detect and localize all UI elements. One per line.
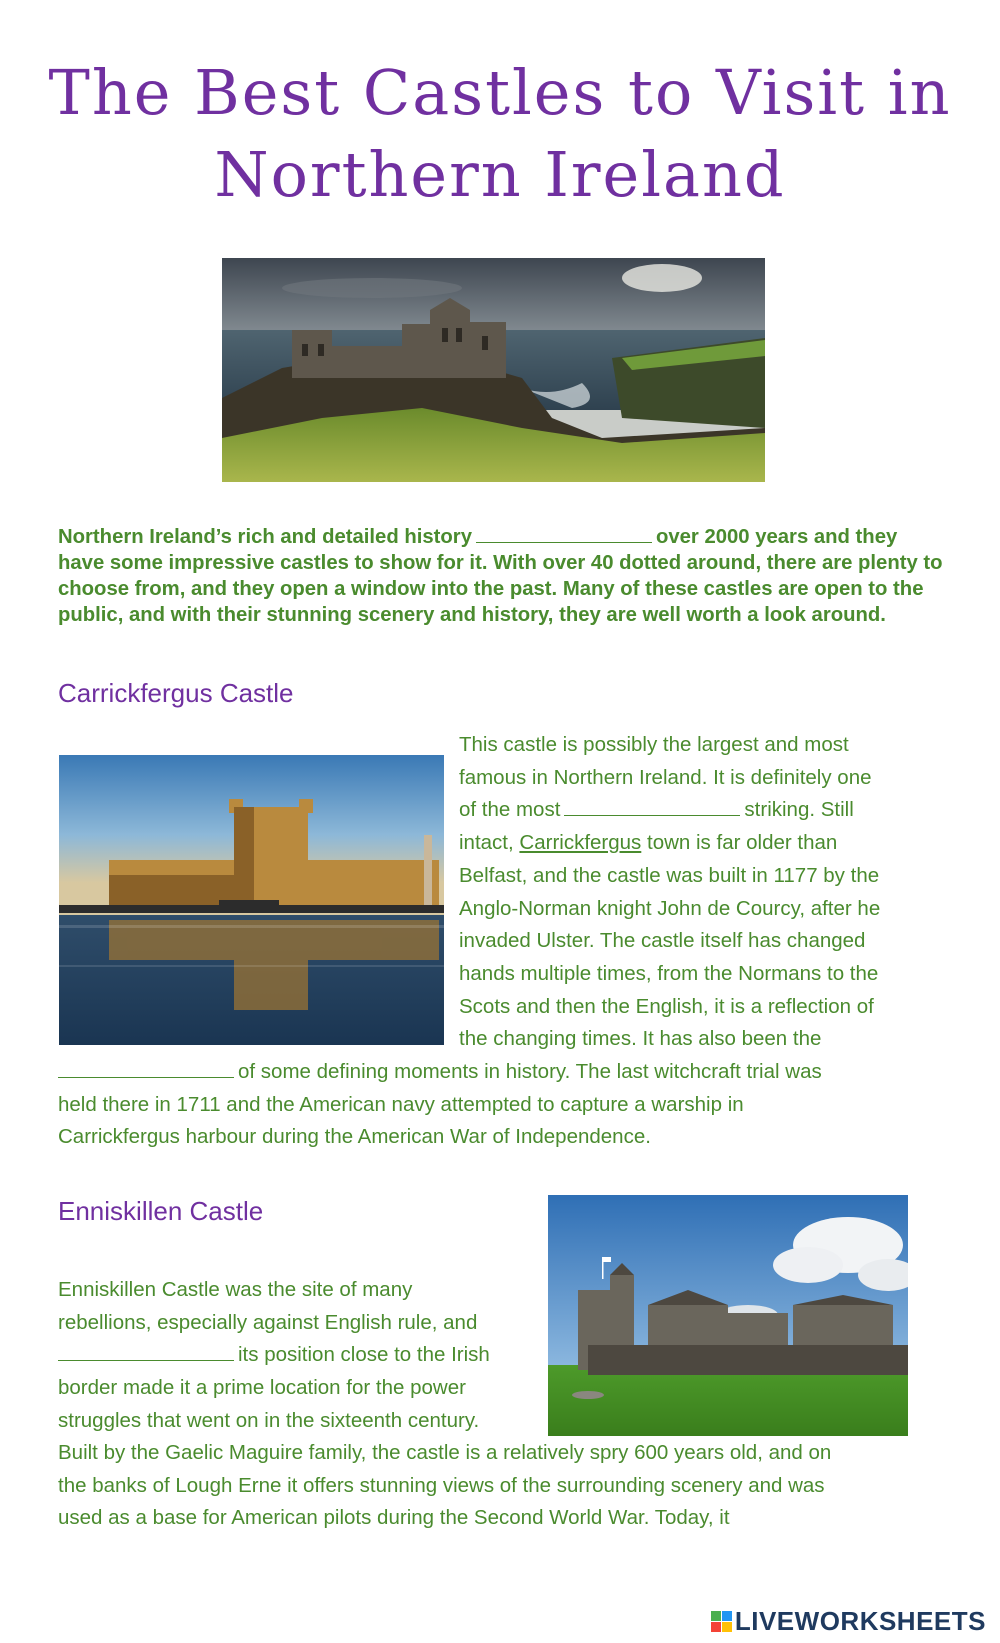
intro-text-part2: over 2000 years and they have some impressive castles to show for it. With over 40 dotted around, there are plenty to choose from, and they open a window into the past. Many of these castles are open to the public, and with their stunning scenery and history, they are well worth a look around.	[58, 526, 943, 626]
carrickfergus-line: hands multiple times, from the Normans to the	[459, 961, 879, 985]
dunluce-castle-photo	[222, 258, 765, 482]
carrickfergus-line: invaded Ulster. The castle itself has changed	[459, 929, 866, 953]
carrickfergus-line: Carrickfergus harbour during the American War of Independence.	[58, 1125, 651, 1149]
carrickfergus-text-bottom	[58, 1056, 958, 1154]
title-line-2: Northern Ireland	[214, 138, 786, 211]
section-heading-enniskillen: Enniskillen Castle	[58, 1196, 264, 1226]
intro-paragraph	[58, 524, 948, 628]
enniskillen-text-top	[58, 1274, 538, 1438]
enniskillen-line: Enniskillen Castle was the site of many	[58, 1278, 413, 1301]
intro-text-part1: Northern Ireland’s rich and detailed history	[58, 526, 472, 548]
carrickfergus-line: held there in 1711 and the American navy attempted to capture a warship in	[58, 1092, 744, 1116]
answer-blank-4[interactable]	[58, 1359, 234, 1361]
section-heading-carrickfergus: Carrickfergus Castle	[58, 678, 294, 708]
title-line-1: The Best Castles to Visit in	[48, 56, 952, 129]
liveworksheets-logo	[711, 1606, 986, 1637]
carrickfergus-line: Anglo-Norman knight John de Courcy, after he	[459, 896, 881, 920]
carrickfergus-castle-photo	[59, 755, 444, 1045]
enniskillen-line: rebellions, especially against English rule, and	[58, 1310, 478, 1334]
carrickfergus-text-top	[459, 729, 949, 1056]
carrickfergus-line: striking. Still	[744, 798, 854, 822]
answer-blank-2[interactable]	[564, 814, 740, 816]
carrickfergus-line: This castle is possibly the largest and most	[459, 733, 849, 756]
page-title	[40, 52, 960, 216]
enniskillen-line: the banks of Lough Erne it offers stunning views of the surrounding scenery and was	[58, 1473, 825, 1497]
enniskillen-line: border made it a prime location for the power	[58, 1376, 466, 1400]
enniskillen-line: its position close to the Irish	[238, 1343, 490, 1367]
enniskillen-line: used as a base for American pilots during the Second World War. Today, it	[58, 1506, 730, 1530]
enniskillen-line: struggles that went on in the sixteenth century.	[58, 1408, 480, 1432]
enniskillen-line: Built by the Gaelic Maguire family, the castle is a relatively spry 600 years old, and on	[58, 1441, 832, 1464]
carrickfergus-line: Scots and then the English, it is a reflection of	[459, 994, 874, 1018]
answer-blank-1[interactable]	[476, 541, 652, 543]
carrickfergus-line: the changing times. It has also been the	[459, 1027, 822, 1051]
liveworksheets-logo-text: LIVEWORKSHEETS	[734, 1606, 986, 1636]
answer-blank-3[interactable]	[58, 1076, 234, 1078]
carrickfergus-line: intact,	[459, 831, 514, 855]
carrickfergus-town-link: Carrickfergus	[519, 831, 642, 855]
enniskillen-text-bottom	[58, 1437, 958, 1535]
carrickfergus-line: of some defining moments in history. The last witchcraft trial was	[238, 1060, 822, 1083]
enniskillen-castle-photo	[548, 1195, 908, 1436]
carrickfergus-line: of the most	[459, 798, 561, 822]
carrickfergus-line: town is far older than	[647, 831, 838, 855]
carrickfergus-line: Belfast, and the castle was built in 1177 by the	[459, 863, 880, 887]
liveworksheets-logo-icon	[711, 1611, 732, 1632]
carrickfergus-line: famous in Northern Ireland. It is definitely one	[459, 765, 872, 789]
